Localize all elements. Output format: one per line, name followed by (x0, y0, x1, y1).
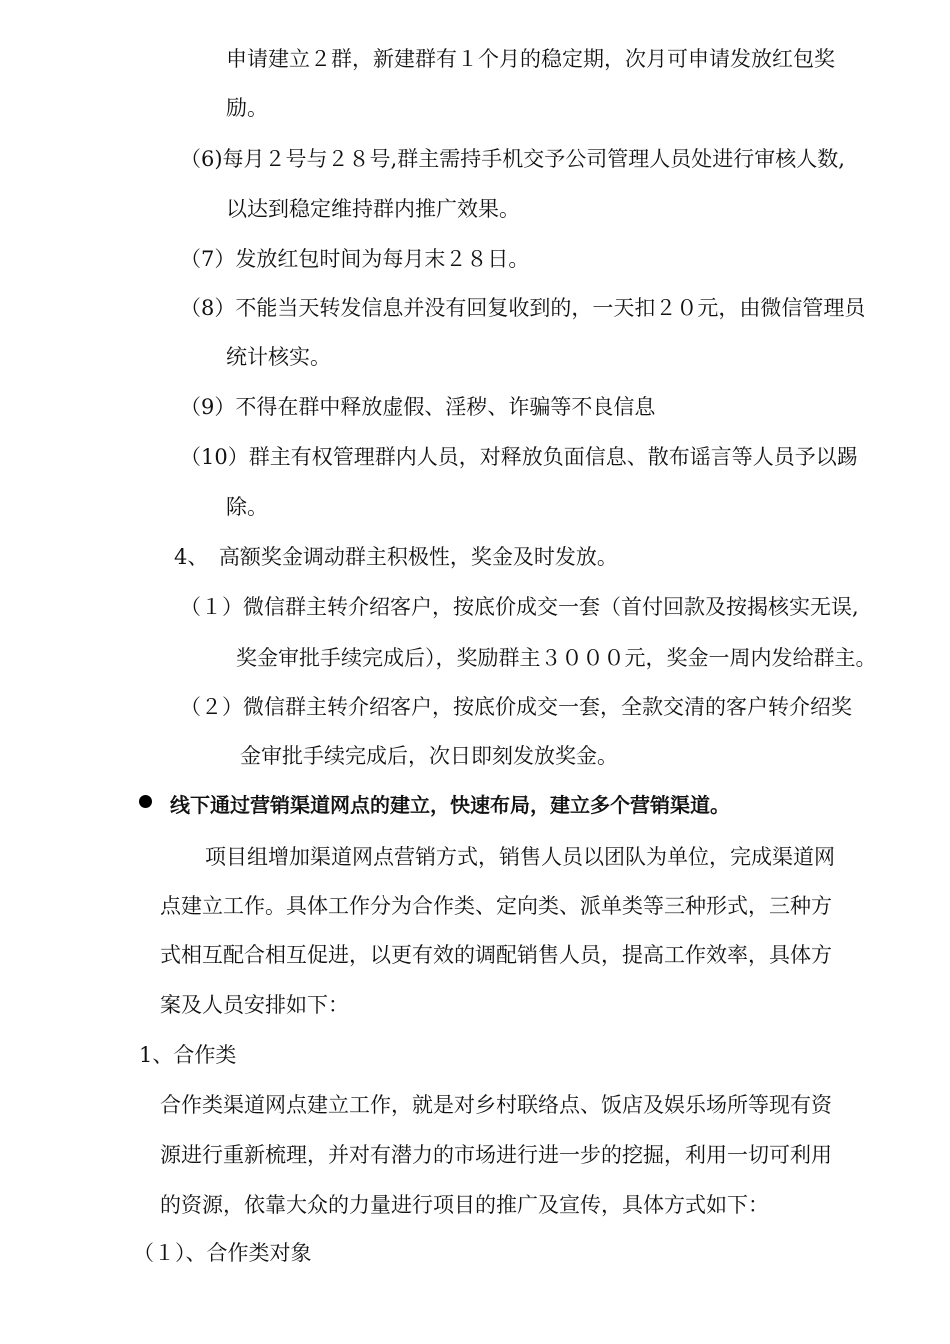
text-line: 统计核实。 (226, 345, 331, 369)
paragraph-line: 点建立工作。具体工作分为合作类、定向类、派单类等三种形式，三种方 (160, 894, 832, 918)
paragraph-line: 项目组增加渠道网点营销方式，销售人员以团队为单位，完成渠道网 (205, 845, 835, 869)
text-line: 金审批手续完成后，次日即刻发放奖金。 (240, 744, 618, 768)
paragraph-line: 案及人员安排如下： (160, 993, 349, 1017)
text-line: 4、 高额奖金调动群主积极性，奖金及时发放。 (174, 545, 618, 569)
text-line: 励。 (226, 96, 268, 120)
text-line: 奖金审批手续完成后），奖励群主３０００元，奖金一周内发给群主。 (236, 646, 877, 670)
paragraph-line: 源进行重新梳理，并对有潜力的市场进行进一步的挖掘，利用一切可利用 (160, 1143, 832, 1167)
text-line: （9）不得在群中释放虚假、淫秽、诈骗等不良信息 (180, 395, 656, 419)
text-line: （6)每月２号与２８号,群主需持手机交予公司管理人员处进行审核人数, (180, 147, 845, 171)
text-line: 除。 (226, 495, 268, 519)
subheading: 1、合作类 (139, 1043, 237, 1067)
list-item: （１）、合作类对象 (133, 1241, 312, 1265)
text-line: （２）微信群主转介绍客户，按底价成交一套，全款交清的客户转介绍奖 (180, 695, 852, 719)
paragraph-line: 式相互配合相互促进，以更有效的调配销售人员，提高工作效率，具体方 (160, 943, 832, 967)
section-heading: 线下通过营销渠道网点的建立，快速布局，建立多个营销渠道。 (170, 793, 730, 817)
text-line: （１）微信群主转介绍客户，按底价成交一套（首付回款及按揭核实无误, (180, 595, 859, 619)
text-line: （7）发放红包时间为每月末２８日。 (180, 247, 530, 271)
text-line: 申请建立２群，新建群有１个月的稳定期，次月可申请发放红包奖 (226, 47, 835, 71)
bullet-dot-icon (139, 795, 152, 808)
paragraph-line: 的资源，依靠大众的力量进行项目的推广及宣传，具体方式如下： (160, 1193, 769, 1217)
text-line: 以达到稳定维持群内推广效果。 (226, 197, 520, 221)
text-line: （10）群主有权管理群内人员，对释放负面信息、散布谣言等人员予以踢 (180, 445, 858, 469)
text-line: （8）不能当天转发信息并没有回复收到的，一天扣２０元，由微信管理员 (180, 296, 866, 320)
paragraph-line: 合作类渠道网点建立工作，就是对乡村联络点、饭店及娱乐场所等现有资 (160, 1093, 832, 1117)
